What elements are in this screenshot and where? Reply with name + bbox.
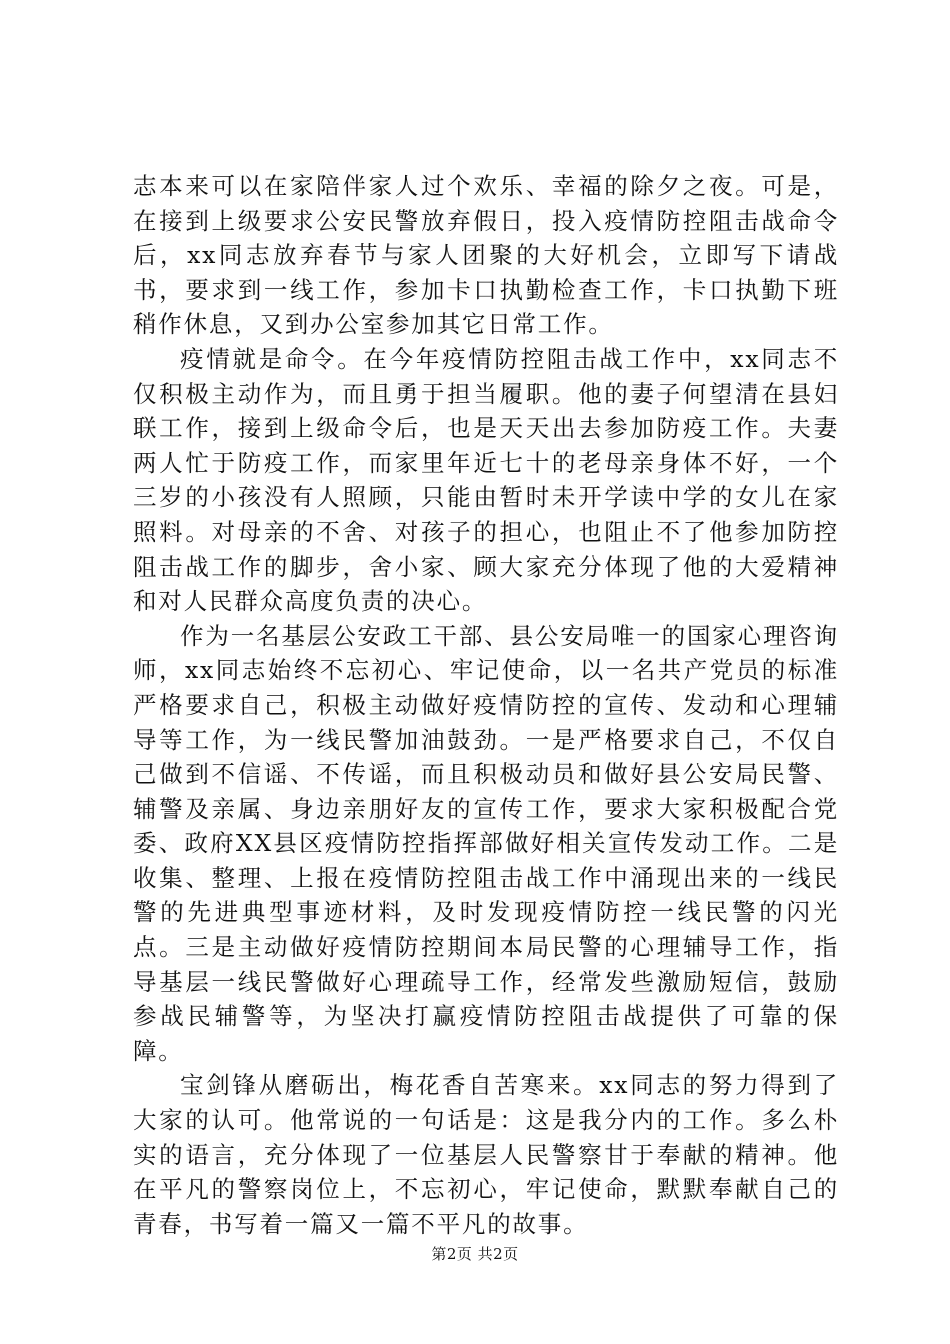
- paragraph-3: 作为一名基层公安政工干部、县公安局唯一的国家心理咨询师，xx同志始终不忘初心、牢记使命，以一名共产党员的标准严格要求自己，积极主动做好疫情防控的宣传、发动和心理辅导等工作，为一线民警加油鼓劲。一是严格要求自己，不仅自己做到不信谣、不传谣，而且积极动员和做好县公安局民警、辅警及亲属、身边亲朋好友的宣传工作，要求大家积极配合党委、政府XX县区疫情防控指挥部做好相关宣传发动工作。二是收集、整理、上报在疫情防控阻击战工作中涌现出来的一线民警的先进典型事迹材料，及时发现疫情防控一线民警的闪光点。三是主动做好疫情防控期间本局民警的心理辅导工作，指导基层一线民警做好心理疏导工作，经常发些激励短信，鼓励参战民辅警等，为坚决打赢疫情防控阻击战提供了可靠的保障。: [133, 621, 839, 1065]
- paragraph-2: 疫情就是命令。在今年疫情防控阻击战工作中，xx同志不仅积极主动作为，而且勇于担当履职。他的妻子何望清在县妇联工作，接到上级命令后，也是天天出去参加防疫工作。夫妻两人忙于防疫工作，而家里年近七十的老母亲身体不好，一个三岁的小孩没有人照顾，只能由暂时未开学读中学的女儿在家照料。对母亲的不舍、对孩子的担心，也阻止不了他参加防控阻击战工作的脚步，舍小家、顾大家充分体现了他的大爱精神和对人民群众高度负责的决心。: [133, 344, 839, 616]
- paragraph-4: 宝剑锋从磨砺出，梅花香自苦寒来。xx同志的努力得到了大家的认可。他常说的一句话是：这是我分内的工作。多么朴实的语言，充分体现了一位基层人民警察甘于奉献的精神。他在平凡的警察岗位上，不忘初心，牢记使命，默默奉献自己的青春，书写着一篇又一篇不平凡的故事。: [133, 1071, 839, 1238]
- paragraph-1: 志本来可以在家陪伴家人过个欢乐、幸福的除夕之夜。可是，在接到上级要求公安民警放弃假日，投入疫情防控阻击战命令后，xx同志放弃春节与家人团聚的大好机会，立即写下请战书，要求到一线工作，参加卡口执勤检查工作，卡口执勤下班稍作休息，又到办公室参加其它日常工作。: [133, 172, 839, 339]
- document-body: [133, 169, 839, 1241]
- page-footer: 第2页 共2页: [431, 1245, 519, 1263]
